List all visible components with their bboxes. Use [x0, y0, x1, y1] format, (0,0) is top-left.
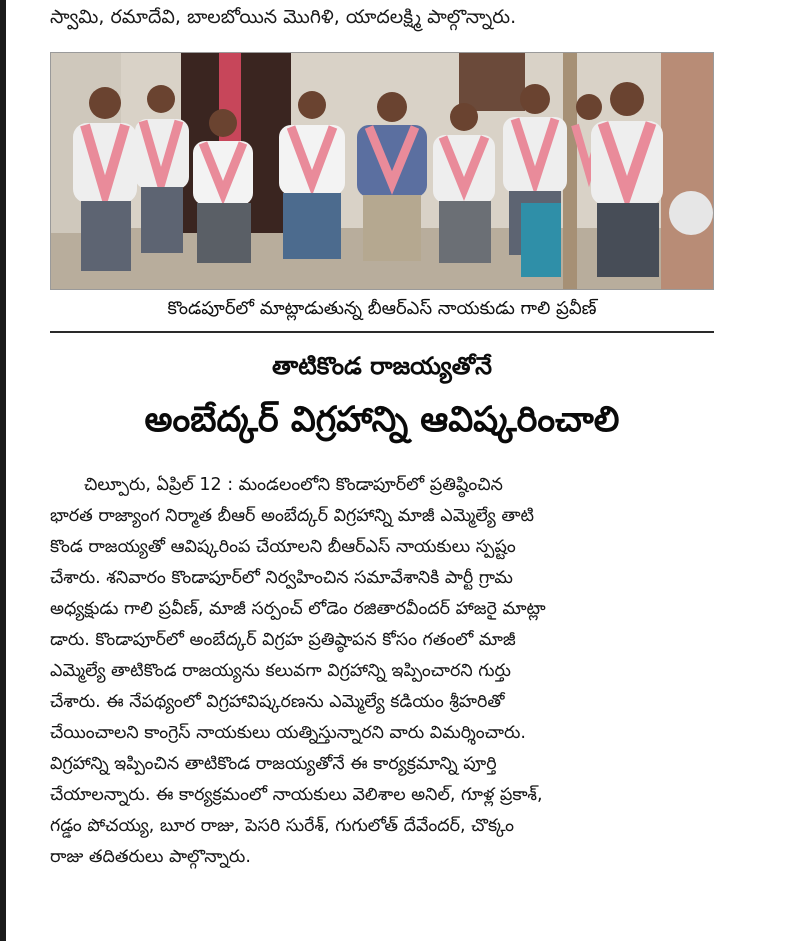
group-photo-image: [51, 53, 713, 289]
previous-article-tail: స్వామి, రమాదేవి, బాలబోయిన మొగిళి, యాదలక్ష్మి పాల్గొన్నారు.: [50, 6, 517, 28]
brick-wall: [661, 53, 713, 289]
chair-back: [669, 191, 713, 235]
body-line: రాజు తదితరులు పాల్గొన్నారు.: [50, 847, 251, 867]
photo-caption: కొండపూర్‌లో మాట్లాడుతున్న బీఆర్‌ఎస్ నాయకుడు గాలి ప్రవీణ్: [167, 298, 597, 319]
article-body: [50, 470, 718, 873]
body-line: చేశారు. ఈ నేపథ్యంలో విగ్రహావిష్కరణను ఎమ్మెల్యే కడియం శ్రీహరితో: [50, 692, 505, 712]
caption-divider: [50, 331, 714, 333]
group-photo: [50, 52, 714, 290]
body-line: చేశారు. శనివారం కొండాపూర్‌లో నిర్వహించిన సమావేశానికి పార్టీ గ్రామ: [50, 568, 513, 588]
headline: అంబేద్కర్ విగ్రహాన్ని ఆవిష్కరించాలి: [144, 400, 620, 440]
body-line: విగ్రహాన్ని ఇప్పించిన తాటికొండ రాజయ్యతోనే ఈ కార్యక్రమాన్ని పూర్తి: [50, 754, 497, 774]
body-line: చిల్పూరు, ఏప్రిల్ 12 : మండలంలోని కొండాపూర్‌లో ప్రతిష్ఠించిన: [84, 475, 503, 495]
body-line: అధ్యక్షుడు గాలి ప్రవీణ్, మాజీ సర్పంచ్ లోడెం రజితారవీందర్ హాజరై మాట్లా: [50, 599, 546, 619]
body-line: డారు. కొండాపూర్‌లో అంబేద్కర్ విగ్రహ ప్రతిష్ఠాపన కోసం గతంలో మాజీ: [50, 630, 516, 650]
body-line: కొండ రాజయ్యతో ఆవిష్కరింప చేయాలని బీఆర్‌ఎస్ నాయకులు స్పష్టం: [50, 537, 516, 557]
body-line: చేయాలన్నారు. ఈ కార్యక్రమంలో నాయకులు వెలిశాల అనిల్, గూళ్ల ప్రకాశ్,: [50, 785, 543, 805]
body-line: గడ్డం పోచయ్య, బూర రాజు, పెసరి సురేశ్, గుగులోత్ దేవేందర్, చొక్కం: [50, 816, 515, 836]
body-line: భారత రాజ్యాంగ నిర్మాత బీఆర్ అంబేద్కర్ విగ్రహాన్ని మాజీ ఎమ్మెల్యే తాటి: [50, 506, 534, 526]
headline-kicker: తాటికొండ రాజయ్యతోనే: [271, 352, 493, 380]
body-line: చేయించాలని కాంగ్రెస్ నాయకులు యత్నిస్తున్నారని వారు విమర్శించారు.: [50, 723, 526, 743]
page-edge: [0, 0, 6, 941]
window: [459, 53, 525, 111]
body-line: ఎమ్మెల్యే తాటికొండ రాజయ్యను కలువగా విగ్రహాన్ని ఇప్పించారని గుర్తు: [50, 661, 511, 681]
